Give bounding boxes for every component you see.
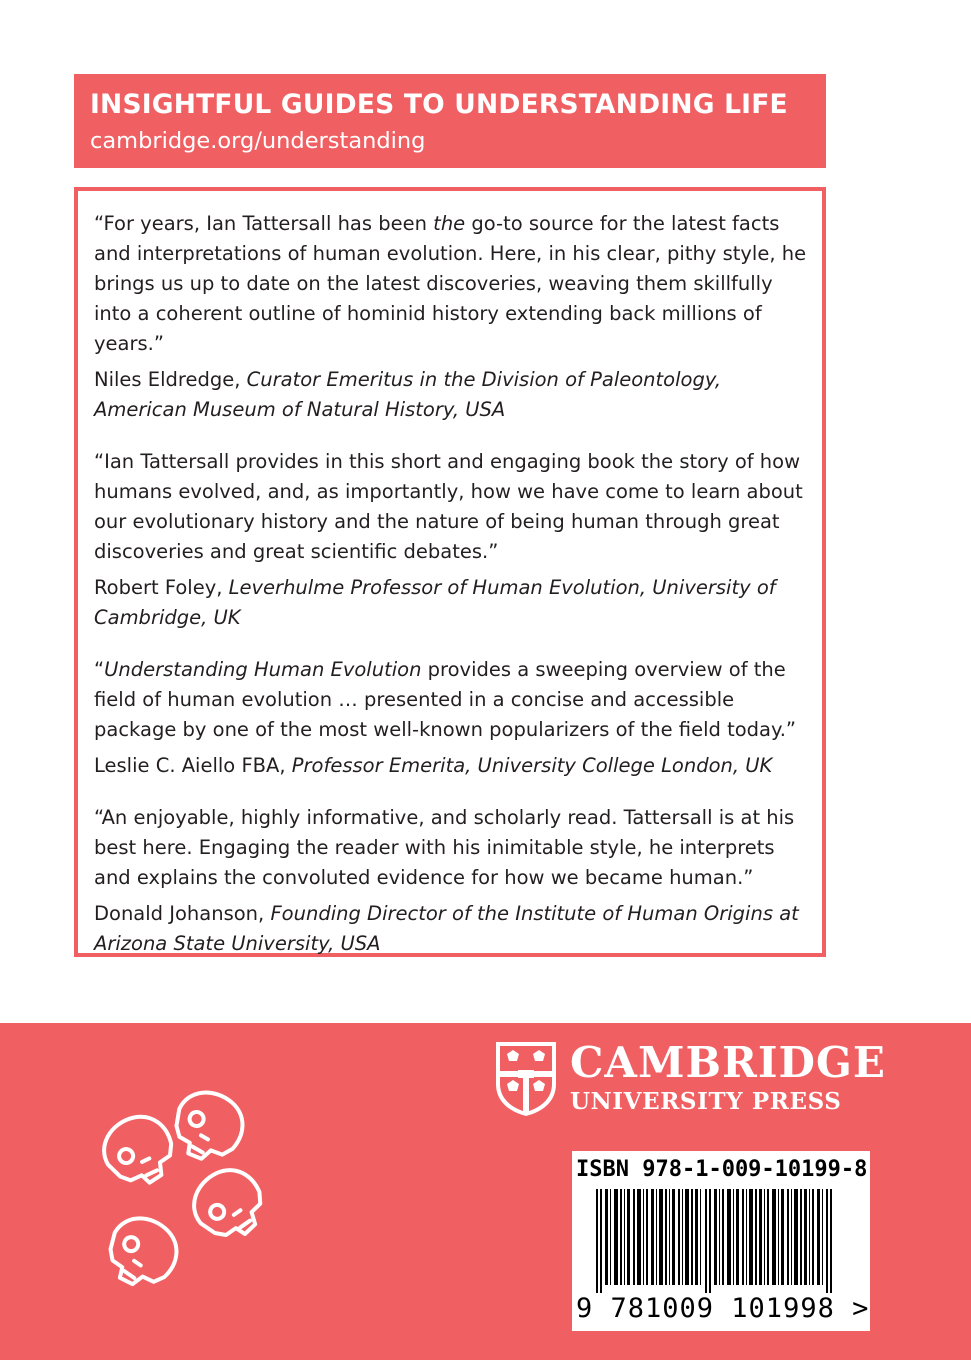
footer-band <box>0 1023 971 1360</box>
publisher-name-line2: UNIVERSITY PRESS <box>570 1088 842 1115</box>
endorsement-attribution: Leslie C. Aiello FBA, Professor Emerita, University College London, UK <box>94 754 773 777</box>
endorsement <box>94 209 810 425</box>
barcode-digits: 9 781009 101998 > <box>576 1293 870 1324</box>
cambridge-shield-icon <box>494 1040 558 1118</box>
barcode-icon <box>596 1189 836 1293</box>
endorsement-attribution: Donald Johanson, Founding Director of the Institute of Human Origins at Arizona State University, USA <box>94 902 799 955</box>
endorsement-quote: “Ian Tattersall provides in this short and engaging book the story of how humans evolved, and, as importantly, how we have come to learn about our evolutionary history and the nature of being human through great discoveries and great scientific debates.” <box>94 450 803 563</box>
endorsement-quote: “Understanding Human Evolution provides a sweeping overview of the field of human evolution … presented in a concise and accessible package by one of the most well-known popularizers of the field today.” <box>94 658 797 741</box>
endorsement <box>94 803 810 959</box>
series-url[interactable]: cambridge.org/understanding <box>90 128 426 154</box>
publisher-name-line1: CAMBRIDGE <box>570 1038 886 1087</box>
publisher-name <box>570 1038 886 1115</box>
endorsement-attribution: Robert Foley, Leverhulme Professor of Human Evolution, University of Cambridge, UK <box>94 576 776 629</box>
endorsements-box <box>74 187 826 957</box>
endorsement-quote: “An enjoyable, highly informative, and scholarly read. Tattersall is at his best here. Engaging the reader with his inimitable style, he interprets and explains the convoluted evidence for how we became human.” <box>94 806 795 889</box>
endorsement <box>94 447 810 633</box>
series-banner <box>74 74 826 168</box>
publisher-logo <box>494 1038 886 1120</box>
endorsement-attribution: Niles Eldredge, Curator Emeritus in the Division of Paleontology, American Museum of Natural History, USA <box>94 368 722 421</box>
barcode-box <box>572 1151 870 1331</box>
skulls-icon <box>95 1083 275 1313</box>
endorsement-quote: “For years, Ian Tattersall has been the go-to source for the latest facts and interpretations of human evolution. Here, in his clear, pithy style, he brings us up to date on the latest discoveries, weaving them skillfully into a coherent outline of hominid history extending back millions of years.” <box>94 212 807 355</box>
endorsement <box>94 655 810 781</box>
isbn-label: ISBN 978-1-009-10199-8 <box>576 1157 868 1182</box>
series-tagline: INSIGHTFUL GUIDES TO UNDERSTANDING LIFE <box>90 89 788 120</box>
